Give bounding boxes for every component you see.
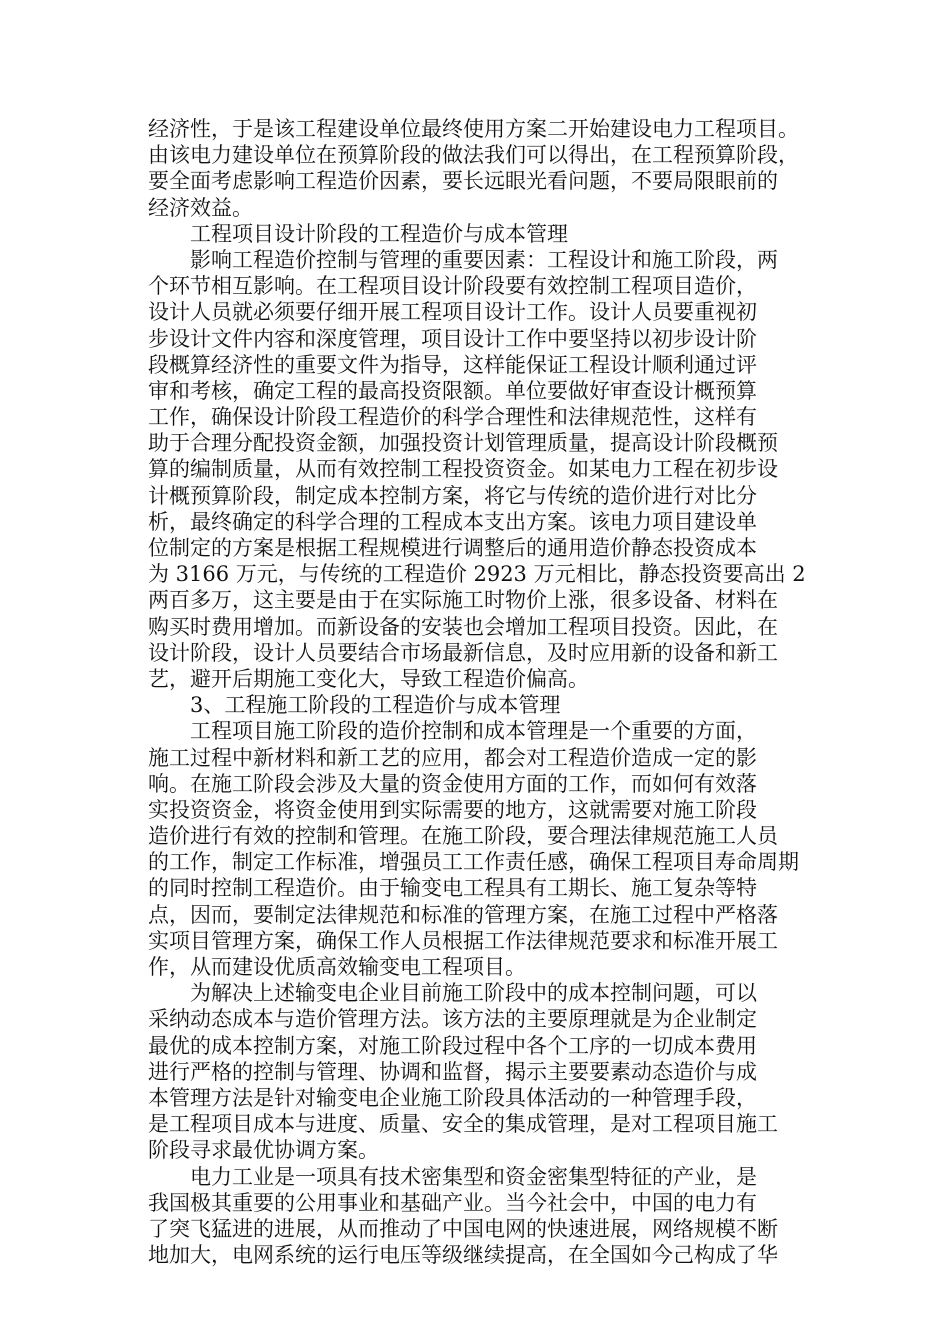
text-line: 实项目管理方案，确保工作人员根据工作法律规范要求和标准开展工	[148, 928, 778, 953]
text-line: 响。在施工阶段会涉及大量的资金使用方面的工作，而如何有效落	[148, 771, 757, 796]
text-line: 作，从而建设优质高效输变电工程项目。	[148, 955, 526, 979]
text-line: 影响工程造价控制与管理的重要因素：工程设计和施工阶段，两	[190, 247, 778, 272]
text-line: 点，因而，要制定法律规范和标准的管理方案，在施工过程中严格落	[148, 902, 778, 927]
text-line: 本管理方法是针对输变电企业施工阶段具体活动的一种管理手段，	[148, 1085, 757, 1110]
text-line: 造价进行有效的控制和管理。在施工阶段，要合理法律规范施工人员	[148, 824, 778, 849]
text-line: 我国极其重要的公用事业和基础产业。当今社会中，中国的电力有	[148, 1190, 757, 1215]
text-line: 析，最终确定的科学合理的工程成本支出方案。该电力项目建设单	[148, 509, 757, 534]
text-line: 工程项目设计阶段的工程造价与成本管理	[190, 221, 568, 246]
text-line: 采纳动态成本与造价管理方法。该方法的主要原理就是为企业制定	[148, 1007, 757, 1032]
text-line: 是工程项目成本与进度、质量、安全的集成管理，是对工程项目施工	[148, 1112, 778, 1137]
text-line: 为解决上述输变电企业目前施工阶段中的成本控制问题，可以	[190, 981, 757, 1006]
document-body	[148, 116, 808, 1268]
text-line: 要全面考虑影响工程造价因素，要长远眼光看问题，不要局限眼前的	[148, 169, 778, 194]
text-line: 步设计文件内容和深度管理，项目设计工作中要坚持以初步设计阶	[148, 326, 757, 351]
text-line: 阶段寻求最优协调方案。	[148, 1138, 379, 1163]
text-line: 电力工业是一项具有技术密集型和资金密集型特征的产业，是	[190, 1164, 757, 1189]
text-line: 设计人员就必须要仔细开展工程项目设计工作。设计人员要重视初	[148, 300, 757, 325]
text-line: 个环节相互影响。在工程项目设计阶段要有效控制工程项目造价，	[148, 274, 757, 299]
text-line: 助于合理分配投资金额，加强投资计划管理质量，提高设计阶段概预	[148, 431, 778, 456]
text-line: 段概算经济性的重要文件为指导，这样能保证工程设计顺利通过评	[148, 352, 757, 377]
text-line: 审和考核，确定工程的最高投资限额。单位要做好审查设计概预算	[148, 378, 757, 403]
text-line: 施工过程中新材料和新工艺的应用，都会对工程造价造成一定的影	[148, 745, 757, 770]
text-line: 经济效益。	[148, 195, 253, 220]
text-line: 由该电力建设单位在预算阶段的做法我们可以得出，在工程预算阶段，	[148, 143, 799, 168]
text-line: 进行严格的控制与管理、协调和监督，揭示主要要素动态造价与成	[148, 1059, 757, 1084]
text-line: 了突飞猛进的进展，从而推动了中国电网的快速进展，网络规模不断	[148, 1216, 778, 1241]
text-line: 最优的成本控制方案，对施工阶段过程中各个工序的一切成本费用	[148, 1033, 757, 1058]
text-line: 地加大，电网系统的运行电压等级继续提高，在全国如今己构成了华	[148, 1243, 778, 1268]
text-line: 艺，避开后期施工变化大，导致工程造价偏高。	[148, 666, 589, 691]
text-line: 经济性，于是该工程建设单位最终使用方案二开始建设电力工程项目。	[148, 117, 799, 141]
text-line: 实投资资金，将资金使用到实际需要的地方，这就需要对施工阶段	[148, 797, 757, 822]
text-line: 3、工程施工阶段的工程造价与成本管理	[190, 693, 561, 718]
text-line: 工程项目施工阶段的造价控制和成本管理是一个重要的方面，	[190, 719, 757, 744]
text-line: 计概预算阶段，制定成本控制方案，将它与传统的造价进行对比分	[148, 483, 757, 508]
text-line: 设计阶段，设计人员要结合市场最新信息，及时应用新的设备和新工	[148, 640, 778, 665]
text-line: 位制定的方案是根据工程规模进行调整后的通用造价静态投资成本	[148, 536, 757, 560]
text-line: 购买时费用增加。而新设备的安装也会增加工程项目投资。因此，在	[148, 614, 778, 639]
text-line: 算的编制质量，从而有效控制工程投资资金。如某电力工程在初步设	[148, 457, 778, 482]
text-line: 两百多万，这主要是由于在实际施工时物价上涨，很多设备、材料在	[148, 588, 778, 613]
text-line: 的同时控制工程造价。由于输变电工程具有工期长、施工复杂等特	[148, 876, 757, 901]
text-line: 为 3166 万元，与传统的工程造价 2923 万元相比，静态投资要高出 2	[148, 562, 806, 587]
text-line: 工作，确保设计阶段工程造价的科学合理性和法律规范性，这样有	[148, 405, 757, 430]
text-line: 的工作，制定工作标准，增强员工工作责任感，确保工程项目寿命周期	[148, 850, 799, 875]
